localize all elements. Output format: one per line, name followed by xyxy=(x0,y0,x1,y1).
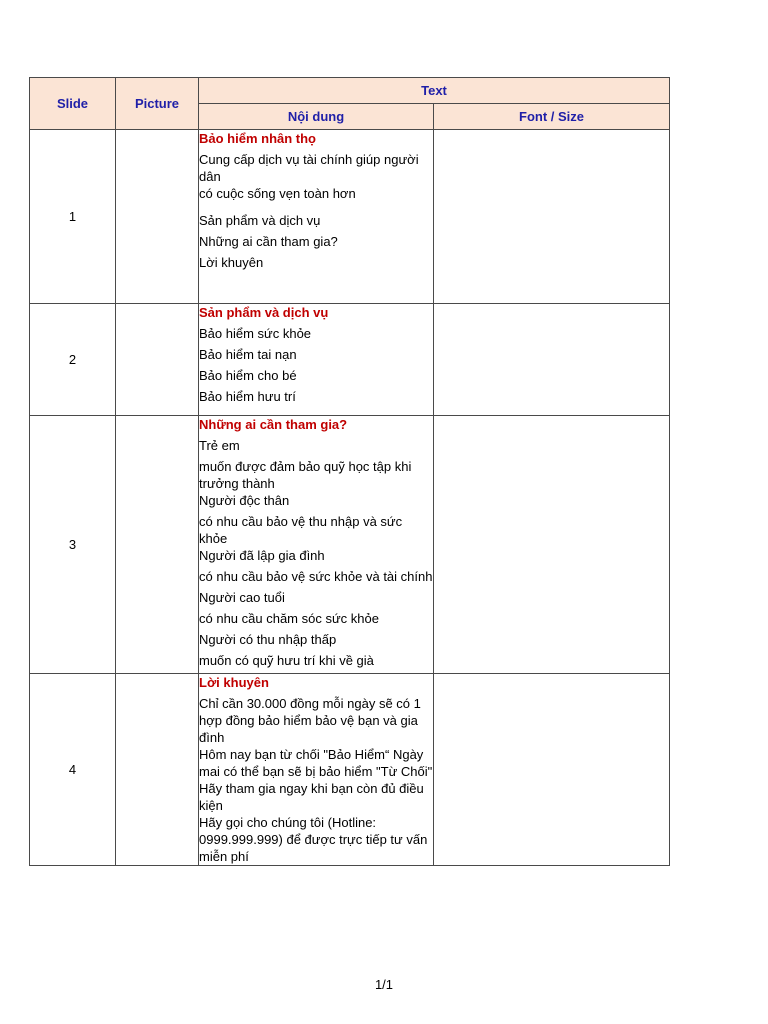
content-line: có nhu cầu bảo vệ sức khỏe và tài chính xyxy=(199,569,433,584)
content-line: Chỉ cần 30.000 đồng mỗi ngày sẽ có 1 hợp đồng bảo hiểm bảo vệ bạn và gia đình xyxy=(199,696,421,745)
slide-title: Lời khuyên xyxy=(199,675,269,690)
picture-cell xyxy=(116,416,199,674)
table-row xyxy=(30,304,670,416)
slide-title: Bảo hiểm nhân thọ xyxy=(199,131,316,146)
content-line: Bảo hiểm sức khỏe xyxy=(199,326,312,341)
content-cell xyxy=(199,416,434,674)
header-picture: Picture xyxy=(116,78,199,130)
slide-plan-table xyxy=(29,77,670,866)
content-line: Lời khuyên xyxy=(199,255,264,270)
header-slide: Slide xyxy=(30,78,116,130)
content-cell xyxy=(199,674,434,866)
picture-cell xyxy=(116,130,199,304)
slide-number: 1 xyxy=(30,130,116,304)
content-line: Bảo hiểm cho bé xyxy=(199,368,297,383)
content-line: Người đã lập gia đình xyxy=(199,548,325,563)
spacer xyxy=(199,202,433,212)
slide-title: Sản phẩm và dịch vụ xyxy=(199,305,329,320)
font-size-cell xyxy=(434,674,670,866)
content-line: Cung cấp dịch vụ tài chính giúp người dân có cuộc sống vẹn toàn hơn xyxy=(199,152,419,201)
font-size-cell xyxy=(434,130,670,304)
content-line: Bảo hiểm tai nạn xyxy=(199,347,297,362)
table-row xyxy=(30,130,670,304)
content-line: Người độc thân xyxy=(199,493,290,508)
content-line: Người cao tuổi xyxy=(199,590,285,605)
font-size-cell xyxy=(434,416,670,674)
slide-title: Những ai cần tham gia? xyxy=(199,417,348,432)
content-line: Người có thu nhập thấp xyxy=(199,632,337,647)
table-row xyxy=(30,674,670,866)
picture-cell xyxy=(116,304,199,416)
header-font-size: Font / Size xyxy=(434,104,670,130)
font-size-cell xyxy=(434,304,670,416)
content-line: muốn có quỹ hưu trí khi về già xyxy=(199,653,374,668)
content-line: Bảo hiểm hưu trí xyxy=(199,389,296,404)
content-cell xyxy=(199,130,434,304)
page-number: 1/1 xyxy=(374,977,394,992)
content-cell xyxy=(199,304,434,416)
header-noi-dung: Nội dung xyxy=(199,104,434,130)
content-line: Hãy gọi cho chúng tôi (Hotline: 0999.999.999) để được trực tiếp tư vấn miễn phí xyxy=(199,815,428,864)
header-text: Text xyxy=(199,78,670,104)
table-row xyxy=(30,416,670,674)
content-line: Những ai cần tham gia? xyxy=(199,234,338,249)
slide-number: 4 xyxy=(30,674,116,866)
content-line: có nhu cầu chăm sóc sức khỏe xyxy=(199,611,379,626)
content-line: Hôm nay bạn từ chối "Bảo Hiểm“ Ngày mai có thể bạn sẽ bị bảo hiểm "Từ Chối" xyxy=(199,747,433,779)
content-line: Hãy tham gia ngay khi bạn còn đủ điều kiện xyxy=(199,781,424,813)
content-line: có nhu cầu bảo vệ thu nhập và sức khỏe xyxy=(199,514,403,546)
content-line: muốn được đảm bảo quỹ học tập khi trưởng thành xyxy=(199,459,412,491)
content-line: Trẻ em xyxy=(199,438,240,453)
slide-number: 3 xyxy=(30,416,116,674)
picture-cell xyxy=(116,674,199,866)
slide-number: 2 xyxy=(30,304,116,416)
content-line: Sản phẩm và dịch vụ xyxy=(199,213,321,228)
